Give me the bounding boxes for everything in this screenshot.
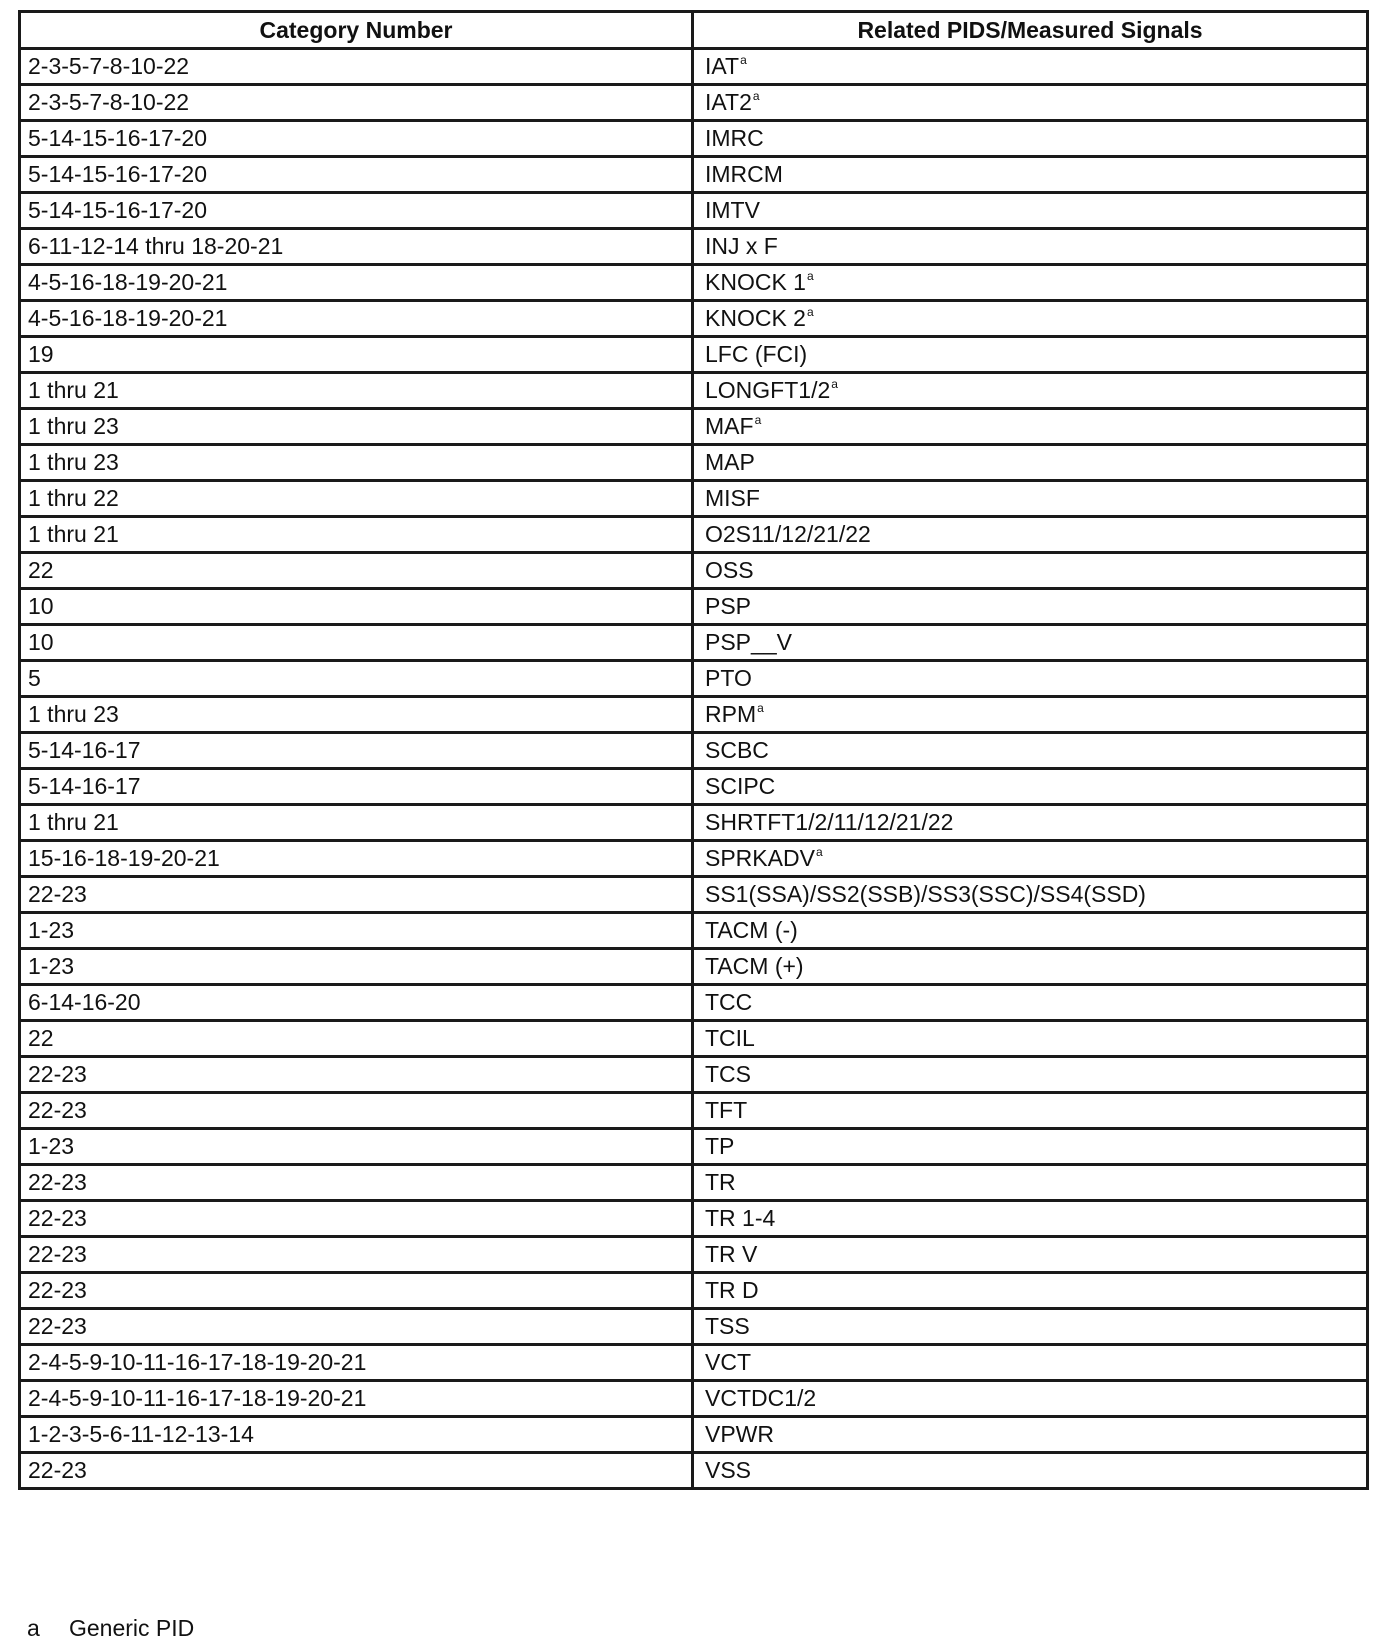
- signal-name: O2S11/12/21/22: [705, 521, 871, 547]
- signal-cell: [693, 445, 1368, 481]
- signal-name: LONGFT1/2: [705, 377, 831, 403]
- table-row: [20, 1237, 1368, 1273]
- category-cell: 1-23: [20, 913, 693, 949]
- signal-name: IMRC: [705, 125, 764, 151]
- table-row: [20, 481, 1368, 517]
- footnote: [27, 1614, 194, 1642]
- generic-pid-marker: a: [740, 53, 747, 67]
- table-row: [20, 733, 1368, 769]
- signal-cell: [693, 1345, 1368, 1381]
- table-row: [20, 625, 1368, 661]
- signal-name: PSP: [705, 593, 752, 619]
- signal-name: TR D: [705, 1277, 759, 1303]
- table-row: [20, 841, 1368, 877]
- signal-name: IAT2: [705, 89, 752, 115]
- category-cell: 4-5-16-18-19-20-21: [20, 265, 693, 301]
- signal-cell: [693, 625, 1368, 661]
- category-cell: 22: [20, 553, 693, 589]
- table-row: [20, 1201, 1368, 1237]
- category-cell: 22-23: [20, 877, 693, 913]
- signal-name: RPM: [705, 701, 757, 727]
- category-cell: 1 thru 23: [20, 409, 693, 445]
- table-row: [20, 373, 1368, 409]
- signal-cell: [693, 1237, 1368, 1273]
- signal-name: SHRTFT1/2/11/12/21/22: [705, 809, 954, 835]
- table-header-row: [20, 12, 1368, 49]
- signal-name: KNOCK 2: [705, 305, 806, 331]
- signal-name: LFC (FCI): [705, 341, 808, 367]
- table-row: [20, 337, 1368, 373]
- table-row: [20, 985, 1368, 1021]
- category-cell: 2-4-5-9-10-11-16-17-18-19-20-21: [20, 1345, 693, 1381]
- table-row: [20, 409, 1368, 445]
- signal-name: SCBC: [705, 737, 769, 763]
- category-cell: 5: [20, 661, 693, 697]
- category-cell: 5-14-15-16-17-20: [20, 193, 693, 229]
- table-row: [20, 157, 1368, 193]
- signal-cell: [693, 1201, 1368, 1237]
- category-cell: 22-23: [20, 1057, 693, 1093]
- signal-name: MAF: [705, 413, 754, 439]
- signal-cell: [693, 553, 1368, 589]
- signal-cell: [693, 733, 1368, 769]
- signal-name: TP: [705, 1133, 735, 1159]
- signal-cell: [693, 985, 1368, 1021]
- signal-cell: [693, 1381, 1368, 1417]
- signal-cell: [693, 1417, 1368, 1453]
- category-cell: 22-23: [20, 1309, 693, 1345]
- signal-name: SS1(SSA)/SS2(SSB)/SS3(SSC)/SS4(SSD): [705, 881, 1146, 907]
- signal-cell: [693, 265, 1368, 301]
- signal-cell: [693, 805, 1368, 841]
- table-row: [20, 1273, 1368, 1309]
- category-cell: 5-14-15-16-17-20: [20, 157, 693, 193]
- category-cell: 10: [20, 589, 693, 625]
- header-related-pids: Related PIDS/Measured Signals: [693, 12, 1368, 49]
- table-row: [20, 265, 1368, 301]
- signal-cell: [693, 1273, 1368, 1309]
- category-cell: 1-2-3-5-6-11-12-13-14: [20, 1417, 693, 1453]
- category-cell: 22-23: [20, 1201, 693, 1237]
- generic-pid-marker: a: [831, 377, 838, 391]
- signal-name: SPRKADV: [705, 845, 815, 871]
- signal-cell: [693, 1057, 1368, 1093]
- signal-name: INJ x F: [705, 233, 778, 259]
- category-cell: 22-23: [20, 1237, 693, 1273]
- table-row: [20, 553, 1368, 589]
- table-row: [20, 661, 1368, 697]
- signal-name: TR: [705, 1169, 736, 1195]
- table-row: [20, 1453, 1368, 1489]
- signal-cell: [693, 913, 1368, 949]
- table-row: [20, 301, 1368, 337]
- signal-cell: [693, 1453, 1368, 1489]
- category-cell: 22-23: [20, 1165, 693, 1201]
- category-cell: 15-16-18-19-20-21: [20, 841, 693, 877]
- category-cell: 1-23: [20, 949, 693, 985]
- signal-cell: [693, 517, 1368, 553]
- category-cell: 1 thru 23: [20, 697, 693, 733]
- generic-pid-marker: a: [806, 269, 814, 283]
- generic-pid-marker: a: [815, 845, 823, 859]
- category-cell: 1 thru 21: [20, 805, 693, 841]
- table-row: [20, 1129, 1368, 1165]
- table-row: [20, 1021, 1368, 1057]
- category-cell: 6-11-12-14 thru 18-20-21: [20, 229, 693, 265]
- signal-cell: [693, 1165, 1368, 1201]
- generic-pid-marker: a: [754, 413, 762, 427]
- signal-cell: [693, 1129, 1368, 1165]
- signal-name: PSP__V: [705, 629, 792, 655]
- signal-cell: [693, 877, 1368, 913]
- signal-cell: [693, 157, 1368, 193]
- signal-name: IMRCM: [705, 161, 783, 187]
- signal-cell: [693, 229, 1368, 265]
- signal-cell: [693, 337, 1368, 373]
- table-row: [20, 877, 1368, 913]
- category-cell: 5-14-15-16-17-20: [20, 121, 693, 157]
- signal-name: SCIPC: [705, 773, 776, 799]
- signal-cell: [693, 841, 1368, 877]
- category-cell: 1 thru 23: [20, 445, 693, 481]
- signal-name: TR 1-4: [705, 1205, 776, 1231]
- signal-name: VPWR: [705, 1421, 774, 1447]
- table-row: [20, 1345, 1368, 1381]
- table-body: [20, 49, 1368, 1489]
- signal-name: MISF: [705, 485, 760, 511]
- signal-name: KNOCK 1: [705, 269, 806, 295]
- signal-cell: [693, 49, 1368, 85]
- header-category-number: Category Number: [20, 12, 693, 49]
- category-cell: 19: [20, 337, 693, 373]
- table-row: [20, 1093, 1368, 1129]
- table-row: [20, 1309, 1368, 1345]
- table-row: [20, 445, 1368, 481]
- category-cell: 2-3-5-7-8-10-22: [20, 85, 693, 121]
- signal-cell: [693, 661, 1368, 697]
- table-row: [20, 85, 1368, 121]
- signal-name: TACM (-): [705, 917, 798, 943]
- signal-name: MAP: [705, 449, 755, 475]
- table-row: [20, 1165, 1368, 1201]
- signal-cell: [693, 301, 1368, 337]
- signal-cell: [693, 1093, 1368, 1129]
- table-row: [20, 697, 1368, 733]
- signal-cell: [693, 949, 1368, 985]
- category-cell: 1-23: [20, 1129, 693, 1165]
- pid-table: [18, 10, 1369, 1490]
- generic-pid-marker: a: [752, 89, 760, 103]
- signal-name: TCC: [705, 989, 753, 1015]
- footnote-text: Generic PID: [69, 1615, 195, 1641]
- category-cell: 5-14-16-17: [20, 769, 693, 805]
- footnote-mark: a: [27, 1615, 40, 1641]
- signal-name: VSS: [705, 1457, 752, 1483]
- signal-name: TCS: [705, 1061, 751, 1087]
- signal-cell: [693, 85, 1368, 121]
- category-cell: 4-5-16-18-19-20-21: [20, 301, 693, 337]
- table-row: [20, 949, 1368, 985]
- signal-cell: [693, 409, 1368, 445]
- signal-cell: [693, 769, 1368, 805]
- table-row: [20, 1417, 1368, 1453]
- category-cell: 22-23: [20, 1453, 693, 1489]
- category-cell: 22-23: [20, 1093, 693, 1129]
- signal-cell: [693, 193, 1368, 229]
- table-row: [20, 1057, 1368, 1093]
- category-cell: 6-14-16-20: [20, 985, 693, 1021]
- table-row: [20, 49, 1368, 85]
- signal-cell: [693, 481, 1368, 517]
- signal-name: TCIL: [705, 1025, 755, 1051]
- table-row: [20, 229, 1368, 265]
- signal-cell: [693, 121, 1368, 157]
- signal-cell: [693, 1309, 1368, 1345]
- table-row: [20, 1381, 1368, 1417]
- signal-name: TSS: [705, 1313, 750, 1339]
- category-cell: 5-14-16-17: [20, 733, 693, 769]
- table-row: [20, 193, 1368, 229]
- category-cell: 1 thru 21: [20, 373, 693, 409]
- category-cell: 22-23: [20, 1273, 693, 1309]
- signal-cell: [693, 697, 1368, 733]
- signal-name: IMTV: [705, 197, 760, 223]
- table-row: [20, 913, 1368, 949]
- signal-name: IAT: [705, 53, 740, 79]
- table-row: [20, 121, 1368, 157]
- generic-pid-marker: a: [806, 305, 814, 319]
- category-cell: 1 thru 22: [20, 481, 693, 517]
- category-cell: 1 thru 21: [20, 517, 693, 553]
- category-cell: 10: [20, 625, 693, 661]
- table-row: [20, 805, 1368, 841]
- signal-cell: [693, 589, 1368, 625]
- signal-name: VCTDC1/2: [705, 1385, 817, 1411]
- signal-name: TFT: [705, 1097, 748, 1123]
- generic-pid-marker: a: [757, 701, 764, 715]
- signal-cell: [693, 373, 1368, 409]
- signal-name: PTO: [705, 665, 752, 691]
- table-row: [20, 769, 1368, 805]
- signal-name: VCT: [705, 1349, 751, 1375]
- signal-name: TACM (+): [705, 953, 804, 979]
- table-row: [20, 589, 1368, 625]
- signal-name: OSS: [705, 557, 754, 583]
- table-row: [20, 517, 1368, 553]
- signal-cell: [693, 1021, 1368, 1057]
- category-cell: 22: [20, 1021, 693, 1057]
- category-cell: 2-3-5-7-8-10-22: [20, 49, 693, 85]
- category-cell: 2-4-5-9-10-11-16-17-18-19-20-21: [20, 1381, 693, 1417]
- signal-name: TR V: [705, 1241, 758, 1267]
